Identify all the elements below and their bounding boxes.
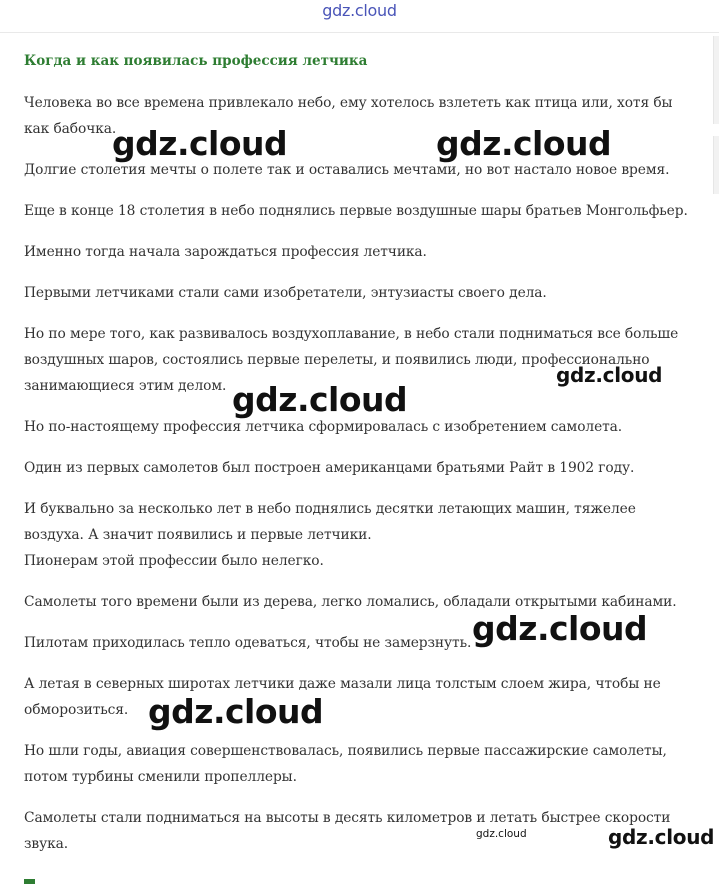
watermark: gdz.cloud: [476, 828, 527, 840]
watermark: gdz.cloud: [112, 124, 288, 163]
article-heading: Когда и как появилась профессия летчика: [24, 53, 368, 69]
paragraph: Но шли годы, авиация совершенствовалась, появились первые пассажирские самолеты, потом турбины сменили пропеллеры.: [24, 743, 667, 785]
site-logo[interactable]: gdz.cloud: [322, 1, 397, 20]
paragraph: А летая в северных широтах летчики даже мазали лица толстым слоем жира, чтобы не обморозиться.: [24, 676, 661, 718]
paragraph: И буквально за несколько лет в небо поднялись десятки летающих машин, тяжелее воздуха. А значит появились и первые летчики. Пионерам этой профессии было нелегко.: [24, 501, 636, 569]
watermark: gdz.cloud: [436, 124, 612, 163]
side-scroll-tab[interactable]: [713, 76, 719, 124]
watermark: gdz.cloud: [232, 380, 408, 419]
paragraph: Еще в конце 18 столетия в небо поднялись первые воздушные шары братьев Монгольфьер.: [24, 203, 688, 219]
paragraph: Но по мере того, как развивалось воздухоплавание, в небо стали подниматься все больше воздушных шаров, состоялись первые перелеты, и появились люди, профессионально занимающиеся этим делом.: [24, 326, 679, 394]
side-scroll-tab[interactable]: [713, 136, 719, 194]
paragraph: Пилотам приходилась тепло одеваться, чтобы не замерзнуть.: [24, 635, 472, 651]
paragraph: Долгие столетия мечты о полете так и оставались мечтами, но вот настало новое время.: [24, 162, 670, 178]
paragraph: Один из первых самолетов был построен американцами братьями Райт в 1902 году.: [24, 460, 635, 476]
paragraph: Человека во все времена привлекало небо, ему хотелось взлететь как птица или, хотя бы как бабочка.: [24, 95, 673, 137]
next-heading-fragment: [24, 879, 35, 884]
paragraph: Самолеты того времени были из дерева, легко ломались, обладали открытыми кабинами.: [24, 594, 677, 610]
paragraph: Самолеты стали подниматься на высоты в десять километров и летать быстрее скорости звука.: [24, 810, 671, 852]
paragraph: Но по-настоящему профессия летчика сформировалась с изобретением самолета.: [24, 419, 623, 435]
header-divider: [0, 32, 719, 33]
watermark: gdz.cloud: [148, 692, 324, 731]
article-body: [24, 49, 694, 872]
paragraph: Первыми летчиками стали сами изобретатели, энтузиасты своего дела.: [24, 285, 547, 301]
paragraph: Именно тогда начала зарождаться профессия летчика.: [24, 244, 427, 260]
watermark: gdz.cloud: [472, 609, 648, 648]
watermark: gdz.cloud: [608, 825, 715, 849]
watermark: gdz.cloud: [556, 363, 663, 387]
